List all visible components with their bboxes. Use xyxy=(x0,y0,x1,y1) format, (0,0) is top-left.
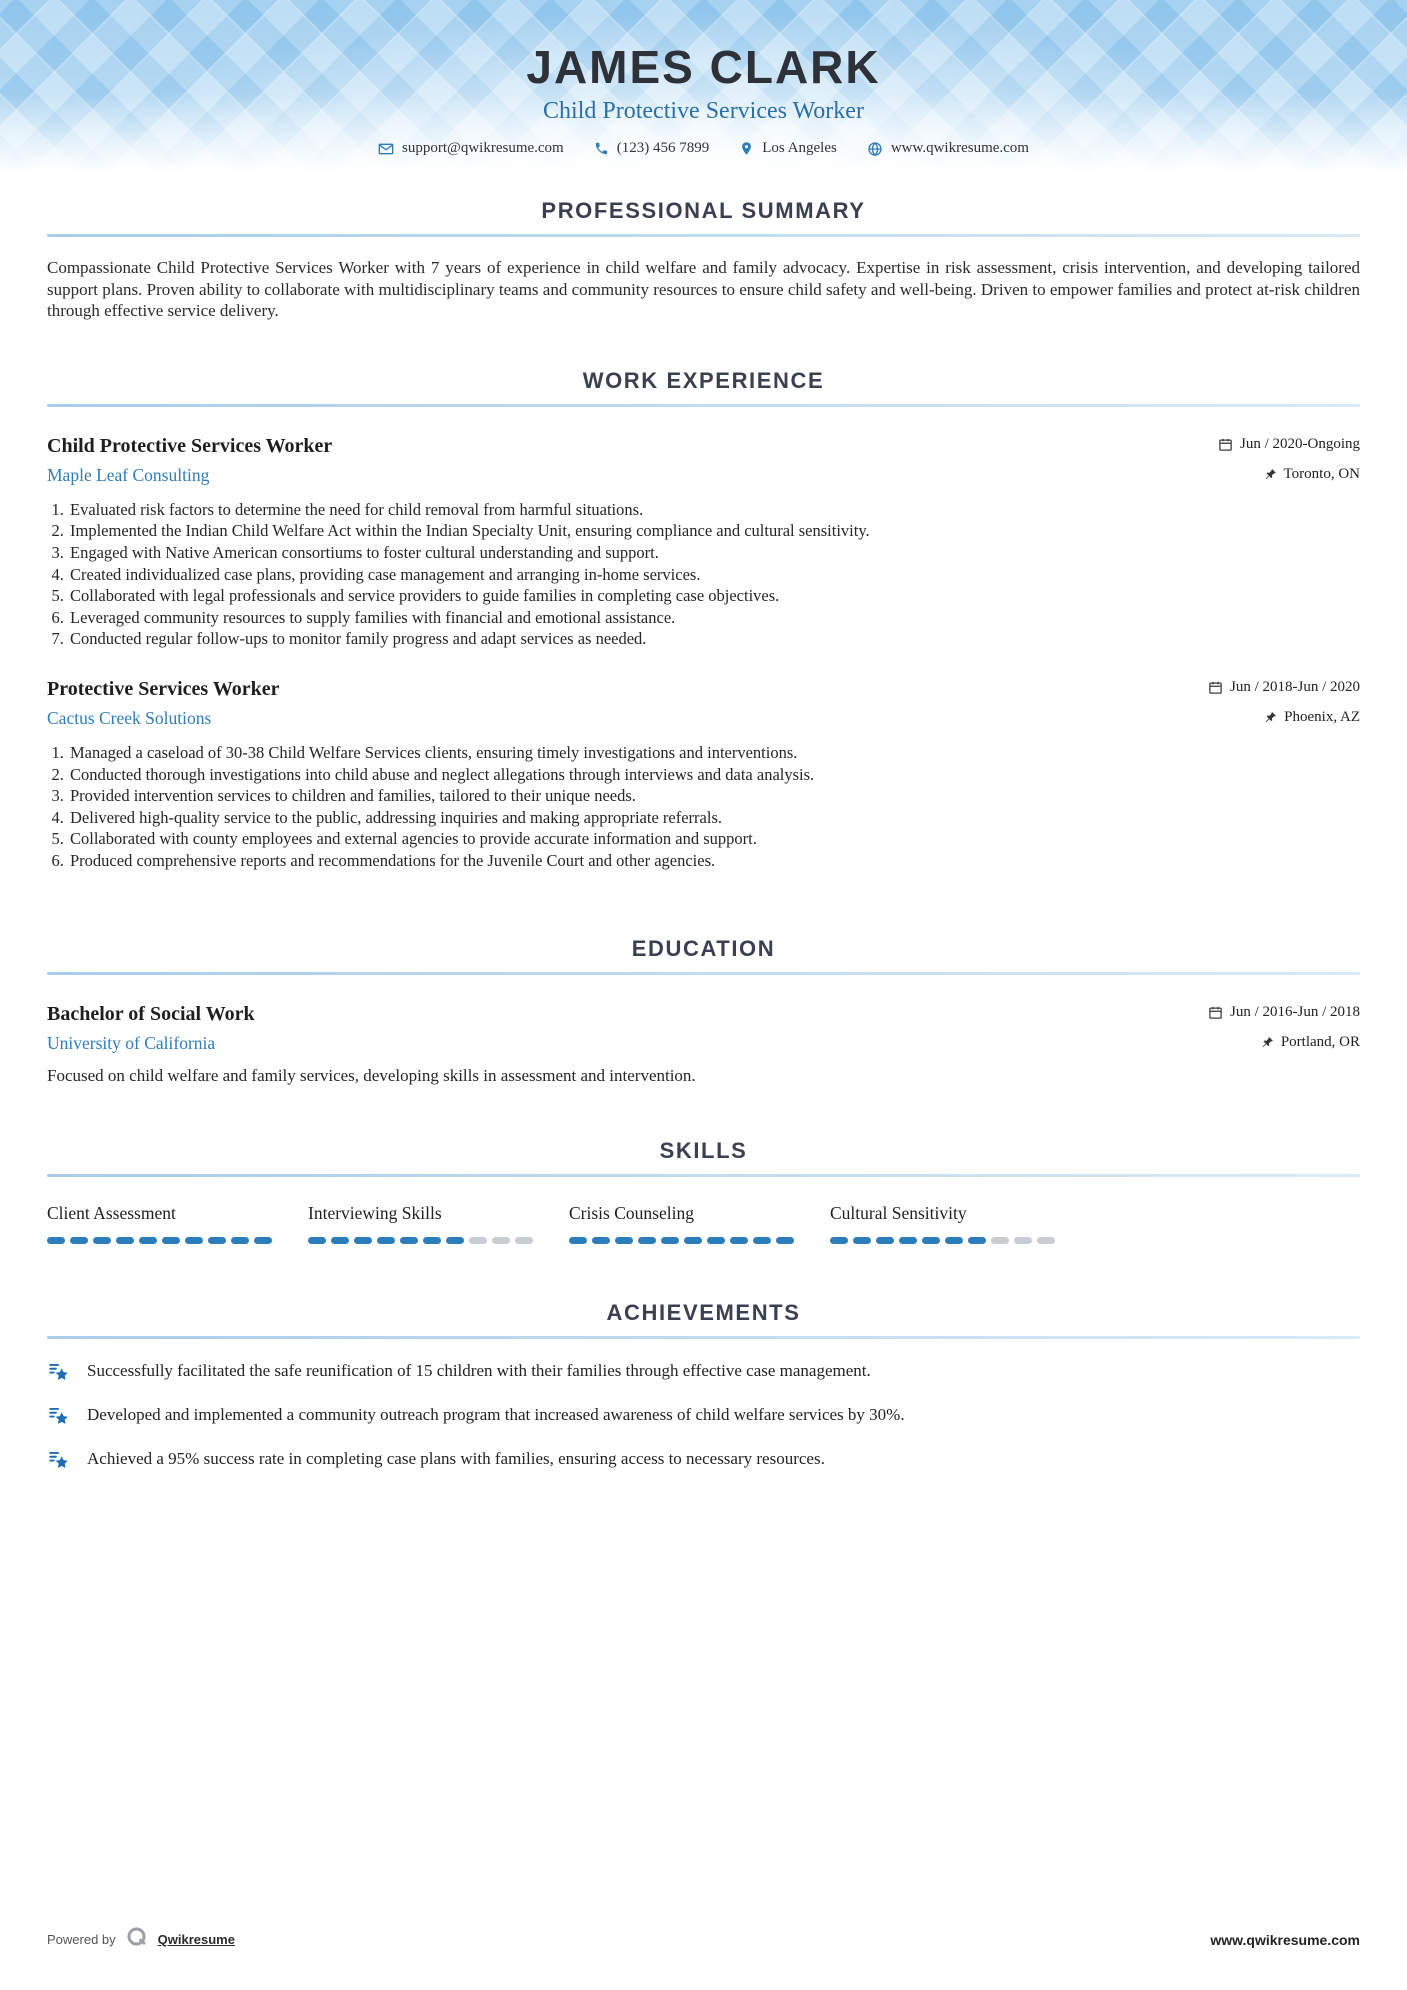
skill-level-segment xyxy=(93,1237,111,1244)
achievement-item xyxy=(47,1449,1360,1478)
skill-level-segment xyxy=(331,1237,349,1244)
education-entry xyxy=(47,1003,1360,1086)
globe-icon xyxy=(867,141,883,157)
job-bullet: 5. Collaborated with county employees and external agencies to provide accurate information and support. xyxy=(68,828,1360,850)
job-bullet: 1. Evaluated risk factors to determine the need for child removal from harmful situations. xyxy=(68,499,1360,521)
skill-level-segment xyxy=(492,1237,510,1244)
skill-level-segment xyxy=(377,1237,395,1244)
skill-name: Interviewing Skills xyxy=(308,1202,442,1223)
contact-email-text: support@qwikresume.com xyxy=(402,140,564,156)
job-dates-text: Jun / 2020-Ongoing xyxy=(1240,435,1360,452)
job-company: Cactus Creek Solutions xyxy=(47,708,212,728)
job-bullet: 1. Managed a caseload of 30-38 Child Welfare Services clients, ensuring timely investigations and interventions. xyxy=(68,742,1360,764)
calendar-icon xyxy=(1208,680,1223,695)
contact-location-text: Los Angeles xyxy=(762,140,837,156)
section-skills xyxy=(47,1138,1360,1244)
section-summary xyxy=(47,198,1360,322)
skill-level-segment xyxy=(231,1237,249,1244)
skill-level-segment xyxy=(469,1237,487,1244)
qwikresume-link[interactable]: Qwikresume xyxy=(157,1932,235,1947)
skill-level-segment xyxy=(684,1237,702,1244)
skill-item xyxy=(308,1203,569,1244)
degree-title: Bachelor of Social Work xyxy=(47,1002,255,1025)
job-bullet: 6. Produced comprehensive reports and recommendations for the Juvenile Court and other agencies. xyxy=(68,850,1360,872)
skill-level-segment xyxy=(1014,1237,1032,1244)
job-bullet-list xyxy=(47,499,1360,650)
contact-website-text: www.qwikresume.com xyxy=(890,140,1029,156)
skill-level-segment xyxy=(423,1237,441,1244)
school-name: University of California xyxy=(47,1032,216,1053)
location-pin-icon xyxy=(739,141,754,156)
skill-level-segment xyxy=(615,1237,633,1244)
skill-item xyxy=(47,1203,308,1244)
contact-email xyxy=(378,140,564,157)
skill-level-segment xyxy=(753,1237,771,1244)
job-location xyxy=(1264,466,1360,483)
job-bullet: 6. Leveraged community resources to supply families with financial and emotional assistance. xyxy=(68,607,1360,629)
achievement-list xyxy=(47,1361,1360,1478)
skill-level-segment xyxy=(308,1237,326,1244)
qwikresume-logo-icon xyxy=(125,1925,149,1954)
achievement-badge-icon xyxy=(47,1405,73,1434)
contact-website xyxy=(867,140,1029,157)
skill-level-segment xyxy=(776,1237,794,1244)
footer-website-link[interactable]: www.qwikresume.com xyxy=(1210,1931,1360,1948)
education-dates-text: Jun / 2016-Jun / 2018 xyxy=(1229,1003,1360,1020)
job-bullet: 7. Conducted regular follow-ups to monitor family progress and adapt services as needed. xyxy=(68,628,1360,650)
achievement-item xyxy=(47,1405,1360,1434)
job-location xyxy=(1264,709,1360,726)
job-dates xyxy=(1218,436,1360,453)
job-bullet: 5. Collaborated with legal professionals and service providers to guide families in completing case objectives. xyxy=(68,585,1360,607)
job-dates xyxy=(1208,679,1360,696)
section-divider xyxy=(47,972,1360,975)
job-location-text: Phoenix, AZ xyxy=(1284,709,1360,725)
skill-level-segment xyxy=(70,1237,88,1244)
section-divider xyxy=(47,1174,1360,1177)
skill-level-segment xyxy=(208,1237,226,1244)
skill-name: Client Assessment xyxy=(47,1202,176,1223)
calendar-icon xyxy=(1208,1005,1223,1020)
experience-heading: WORK EXPERIENCE xyxy=(582,367,825,393)
skill-level-segment xyxy=(592,1237,610,1244)
skill-level-bar xyxy=(830,1237,1091,1244)
job-bullet: 4. Delivered high-quality service to the public, addressing inquiries and making appropriate referrals. xyxy=(68,807,1360,829)
pushpin-icon xyxy=(1264,468,1277,481)
skill-level-segment xyxy=(899,1237,917,1244)
section-divider xyxy=(47,234,1360,237)
pushpin-icon xyxy=(1264,711,1277,724)
achievement-item xyxy=(47,1361,1360,1390)
person-job-title: Child Protective Services Worker xyxy=(543,98,864,124)
section-achievements xyxy=(47,1300,1360,1478)
skill-level-segment xyxy=(185,1237,203,1244)
calendar-icon xyxy=(1218,437,1233,452)
job-bullet: 3. Engaged with Native American consortiums to foster cultural understanding and support. xyxy=(68,542,1360,564)
achievement-badge-icon xyxy=(47,1361,73,1390)
education-location-text: Portland, OR xyxy=(1280,1033,1360,1050)
skill-level-segment xyxy=(400,1237,418,1244)
section-experience xyxy=(47,368,1360,872)
skill-level-segment xyxy=(922,1237,940,1244)
skill-level-segment xyxy=(515,1237,533,1244)
phone-icon xyxy=(594,141,609,156)
skill-item xyxy=(830,1203,1091,1244)
achievement-text: Achieved a 95% success rate in completing case plans with families, ensuring access to necessary resources. xyxy=(87,1448,825,1468)
skill-name: Crisis Counseling xyxy=(569,1202,694,1223)
education-location xyxy=(1261,1034,1360,1051)
skill-level-segment xyxy=(968,1237,986,1244)
person-name: JAMES CLARK xyxy=(526,41,881,93)
contact-row xyxy=(0,140,1407,157)
skill-level-segment xyxy=(638,1237,656,1244)
skill-level-bar xyxy=(569,1237,830,1244)
job-title: Protective Services Worker xyxy=(47,678,280,700)
skill-level-bar xyxy=(47,1237,308,1244)
email-icon xyxy=(378,141,394,157)
skill-level-segment xyxy=(47,1237,65,1244)
skill-level-segment xyxy=(116,1237,134,1244)
skill-level-segment xyxy=(162,1237,180,1244)
skill-level-segment xyxy=(661,1237,679,1244)
skill-level-segment xyxy=(853,1237,871,1244)
resume-body xyxy=(47,198,1360,1478)
achievement-badge-icon xyxy=(47,1449,73,1478)
job-entry xyxy=(47,435,1360,650)
summary-heading: PROFESSIONAL SUMMARY xyxy=(541,198,866,223)
skill-level-segment xyxy=(1037,1237,1055,1244)
skill-level-segment xyxy=(139,1237,157,1244)
job-bullet: 4. Created individualized case plans, providing case management and arranging in-home services. xyxy=(68,564,1360,586)
section-divider xyxy=(47,404,1360,407)
achievements-heading: ACHIEVEMENTS xyxy=(606,1299,801,1325)
education-dates xyxy=(1208,1004,1360,1021)
powered-by-label: Powered by xyxy=(47,1932,116,1947)
job-bullet: 3. Provided intervention services to children and families, tailored to their unique needs. xyxy=(68,785,1360,807)
education-heading: EDUCATION xyxy=(631,935,776,961)
job-entry xyxy=(47,678,1360,872)
skill-level-segment xyxy=(830,1237,848,1244)
skill-level-segment xyxy=(354,1237,372,1244)
pushpin-icon xyxy=(1261,1036,1274,1049)
job-dates-text: Jun / 2018-Jun / 2020 xyxy=(1229,679,1360,695)
header xyxy=(0,0,1407,172)
skill-item xyxy=(569,1203,830,1244)
skill-level-segment xyxy=(730,1237,748,1244)
education-description: Focused on child welfare and family services, developing skills in assessment and intervention. xyxy=(47,1065,696,1085)
job-company: Maple Leaf Consulting xyxy=(47,464,210,485)
contact-phone xyxy=(594,140,710,157)
achievement-text: Developed and implemented a community outreach program that increased awareness of child welfare services by 30%. xyxy=(87,1404,905,1424)
skill-level-bar xyxy=(308,1237,569,1244)
skill-level-segment xyxy=(569,1237,587,1244)
skill-level-segment xyxy=(991,1237,1009,1244)
summary-text: Compassionate Child Protective Services Worker with 7 years of experience in child welfare and family advocacy. Expertise in risk assessment, crisis intervention, and developing tailored support plans. Proven ability to collaborate with multidisciplinary teams and community resources to ensure child safety and well-being. Driven to empower families and protect at-risk children through effective service delivery. xyxy=(47,258,1360,321)
skill-level-segment xyxy=(945,1237,963,1244)
skills-row xyxy=(47,1203,1360,1244)
contact-phone-text: (123) 456 7899 xyxy=(616,140,710,156)
job-bullet: 2. Implemented the Indian Child Welfare Act within the Indian Specialty Unit, ensuring compliance and cultural sensitivity. xyxy=(68,520,1360,542)
job-title: Child Protective Services Worker xyxy=(47,434,333,457)
job-bullet: 2. Conducted thorough investigations into child abuse and neglect allegations through interviews and data analysis. xyxy=(68,764,1360,786)
job-location-text: Toronto, ON xyxy=(1283,465,1360,482)
section-divider xyxy=(47,1336,1360,1339)
skill-level-segment xyxy=(876,1237,894,1244)
contact-location xyxy=(739,140,837,157)
achievement-text: Successfully facilitated the safe reunification of 15 children with their families through effective case management. xyxy=(87,1360,871,1380)
skills-heading: SKILLS xyxy=(659,1137,748,1163)
skill-level-segment xyxy=(707,1237,725,1244)
footer xyxy=(47,1925,1360,1954)
skill-level-segment xyxy=(446,1237,464,1244)
skill-level-segment xyxy=(254,1237,272,1244)
section-education xyxy=(47,936,1360,1086)
skill-name: Cultural Sensitivity xyxy=(830,1202,967,1223)
job-bullet-list xyxy=(47,742,1360,872)
